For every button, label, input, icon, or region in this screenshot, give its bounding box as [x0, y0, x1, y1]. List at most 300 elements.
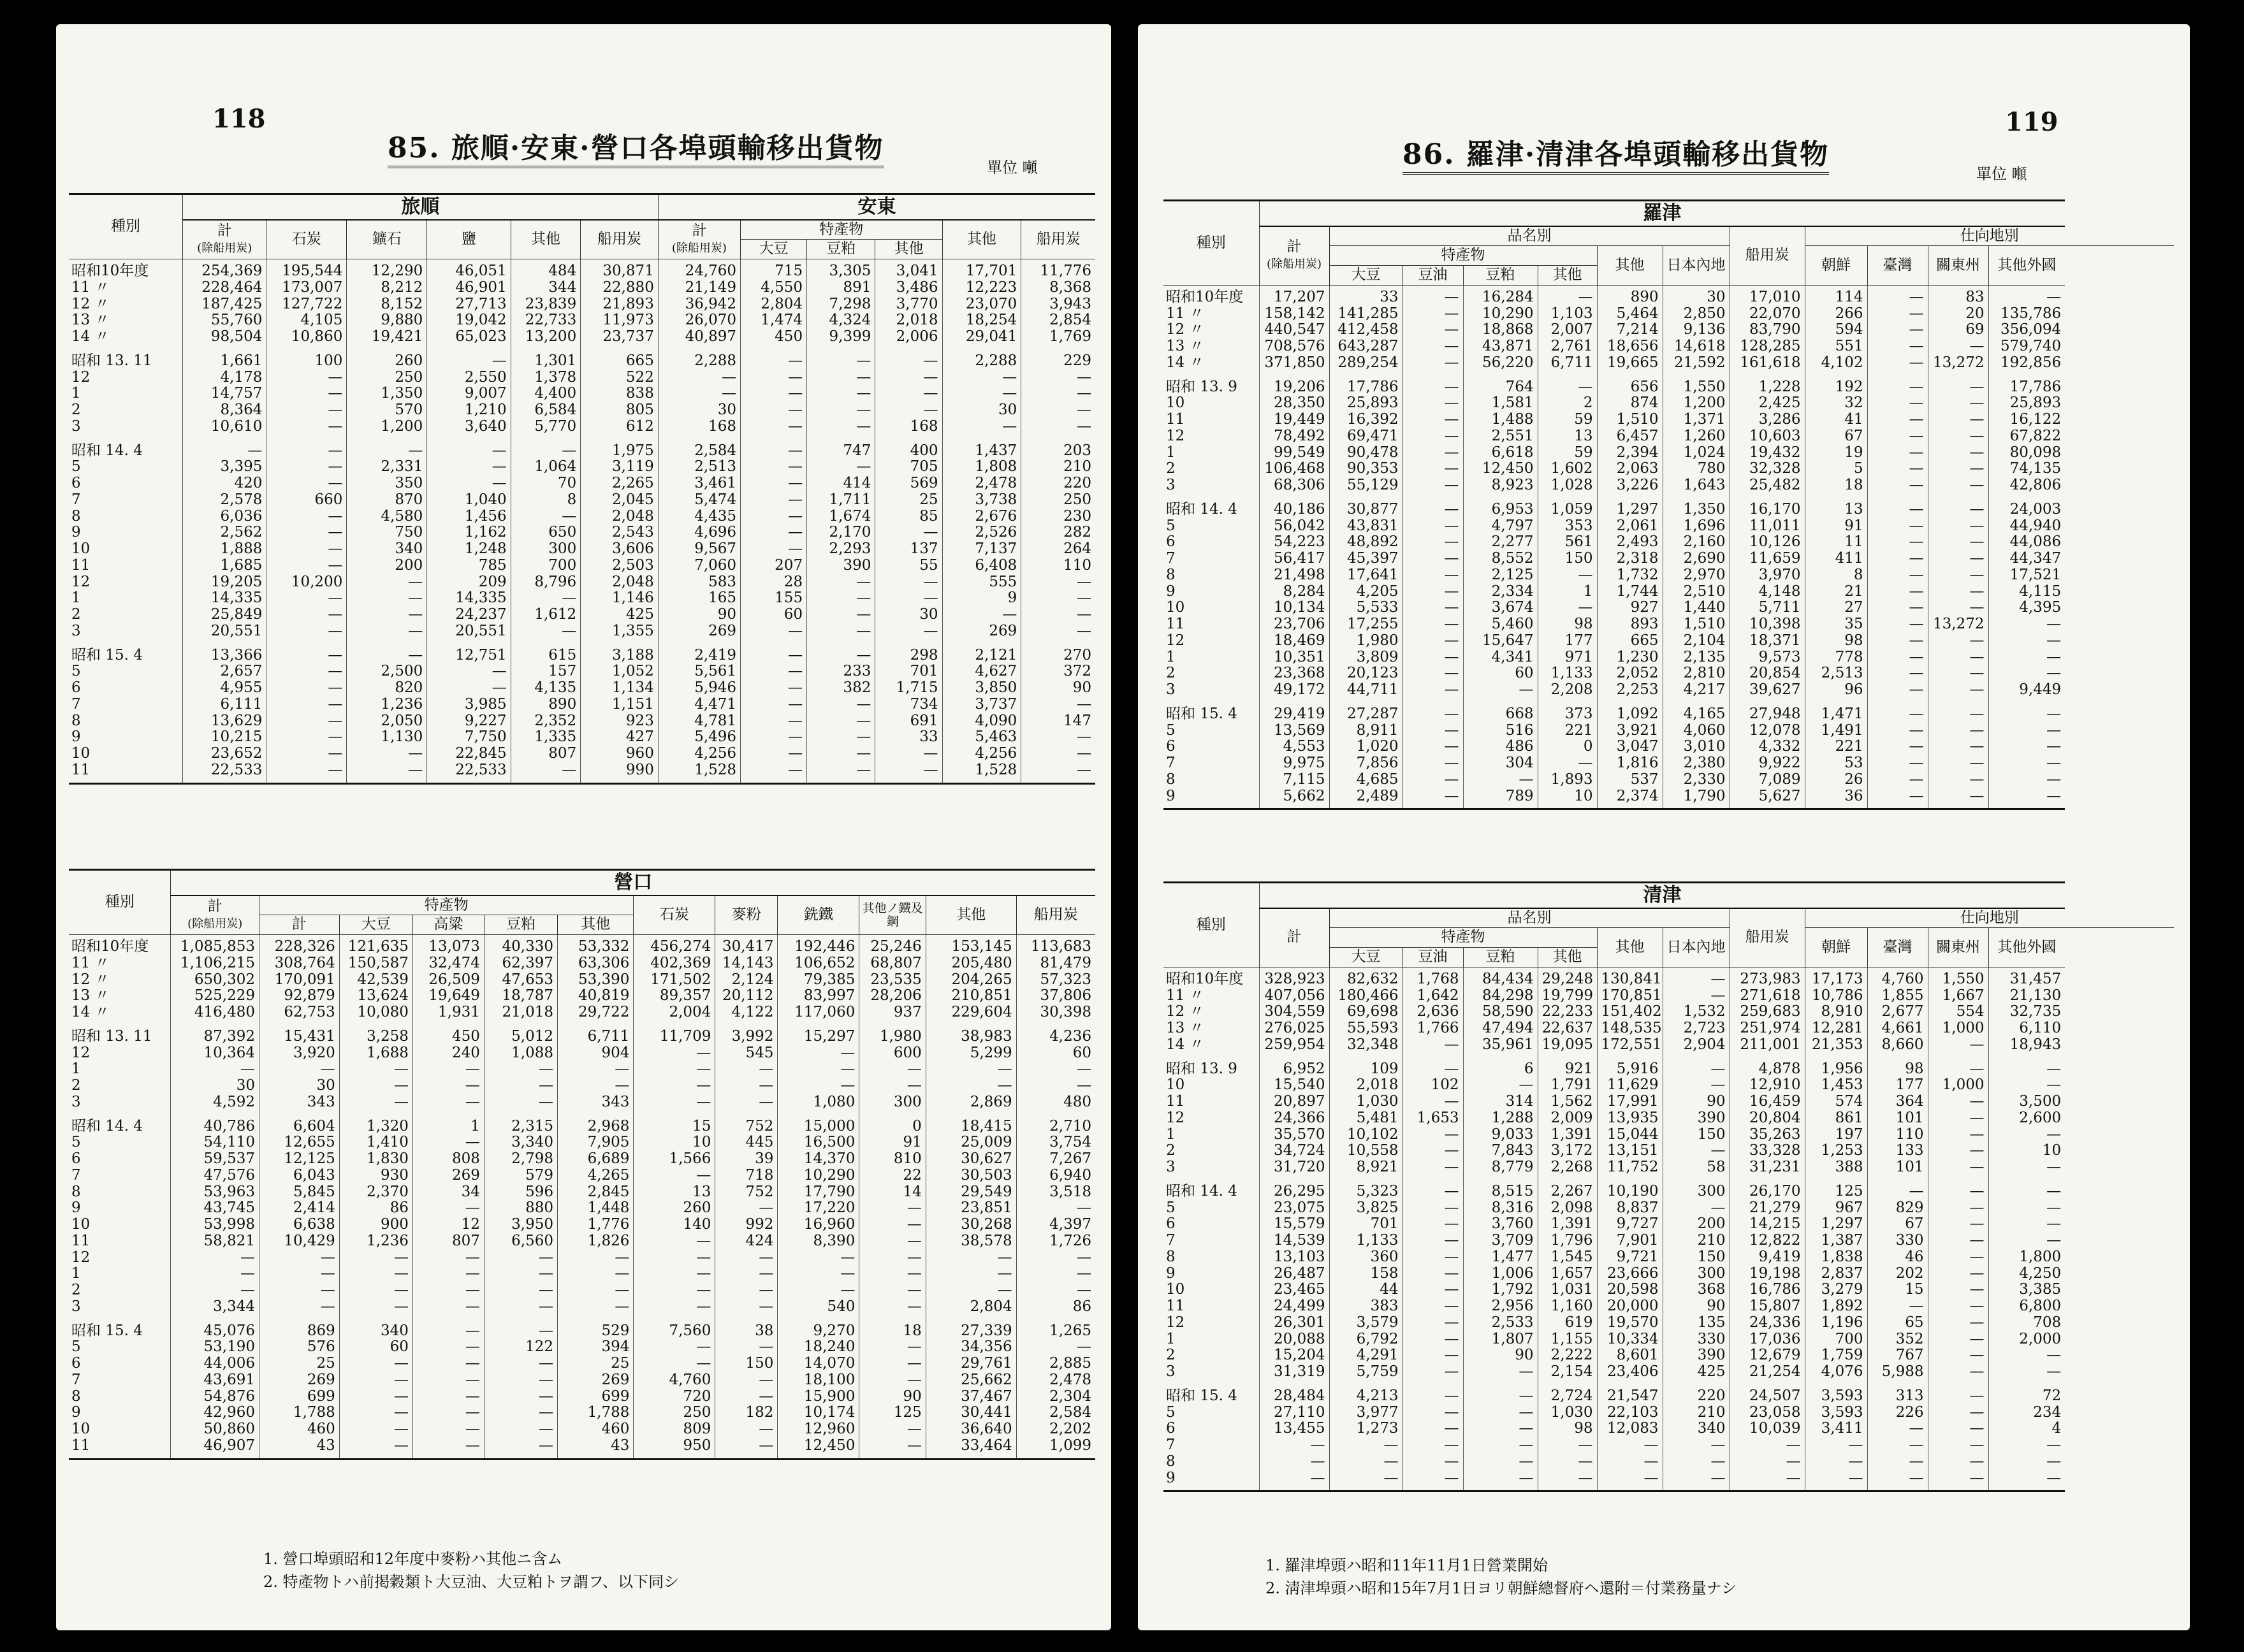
- row-label: 6: [1166, 1421, 1176, 1437]
- table-cell: 3,760: [1463, 1216, 1538, 1233]
- table-cell: 202: [1867, 1266, 1928, 1282]
- table-cell: 5,946: [658, 680, 740, 697]
- table-cell: 2,968: [558, 1111, 634, 1135]
- table-cell: —: [484, 1389, 557, 1405]
- footnote: 2. 淸津埠頭ハ昭和15年7月1日ヨリ朝鮮總督府ヘ還附＝付業務量ナシ: [1265, 1579, 1737, 1597]
- table-cell: 43: [259, 1438, 340, 1459]
- table-cell: —: [807, 746, 875, 762]
- table-cell: 50,860: [171, 1421, 259, 1438]
- table-cell: 23,535: [859, 972, 926, 989]
- table-cell: —: [942, 607, 1021, 623]
- table-cell: 4,178: [183, 370, 266, 386]
- table-row: [69, 1168, 1095, 1184]
- table-cell: —: [875, 345, 942, 370]
- table-cell: 9,419: [1730, 1249, 1805, 1266]
- table-cell: 2,208: [1538, 682, 1597, 699]
- table-cell: 3,593: [1805, 1380, 1867, 1405]
- table-cell: —: [1867, 600, 1928, 616]
- table-cell: —: [1329, 1470, 1402, 1491]
- table-cell: 300: [859, 1094, 926, 1111]
- table-cell: —: [412, 1078, 484, 1094]
- table-cell: 67: [1867, 1216, 1928, 1233]
- table-cell: —: [1402, 355, 1463, 372]
- table-row: [69, 1217, 1095, 1233]
- row-label: 8: [71, 713, 81, 729]
- table-cell: 12,450: [778, 1438, 859, 1459]
- table-cell: 69: [1928, 322, 1988, 338]
- column-header: 豆粕: [484, 915, 557, 935]
- table-row: [1163, 788, 2174, 809]
- table-cell: —: [807, 729, 875, 746]
- table-cell: —: [1867, 1421, 1928, 1437]
- table-cell: 67,822: [1988, 428, 2065, 445]
- table-cell: 17,036: [1730, 1331, 1805, 1348]
- table-cell: 2,330: [1663, 772, 1730, 788]
- table-cell: 12: [412, 1217, 484, 1233]
- table-cell: —: [658, 386, 740, 402]
- table-cell: 4,122: [715, 1004, 778, 1021]
- table-cell: 65,023: [427, 329, 511, 345]
- table-cell: 5,299: [926, 1045, 1016, 1062]
- table-cell: —: [741, 419, 807, 435]
- table-cell: —: [1402, 428, 1463, 445]
- table-cell: 10,398: [1730, 616, 1805, 633]
- table-cell: —: [1402, 682, 1463, 699]
- row-label: 昭和10年度: [1166, 288, 1244, 305]
- table-cell: 128,285: [1730, 338, 1805, 355]
- table-cell: —: [266, 697, 347, 713]
- table-cell: 4,797: [1463, 518, 1538, 535]
- table-cell: 26,295: [1259, 1176, 1329, 1200]
- table-cell: —: [339, 1372, 412, 1389]
- table-row: [69, 713, 1095, 730]
- table-cell: 5: [1805, 461, 1867, 477]
- table-row: [69, 988, 1095, 1004]
- table-cell: 23,075: [1259, 1200, 1329, 1217]
- table-row: [69, 345, 1095, 370]
- table-cell: —: [1538, 600, 1597, 616]
- table-row: [69, 558, 1095, 574]
- table-row: [1163, 1020, 2174, 1037]
- table-cell: 2,045: [581, 492, 659, 509]
- table-row: [1163, 600, 2174, 616]
- table-row: [1163, 699, 2174, 723]
- table-cell: 1,350: [1663, 494, 1730, 518]
- table-cell: 650: [511, 525, 581, 541]
- table-cell: 700: [511, 558, 581, 574]
- table-cell: 60: [339, 1339, 412, 1356]
- table-cell: —: [859, 1250, 926, 1266]
- table-cell: 18,240: [778, 1339, 859, 1356]
- table-cell: —: [1463, 682, 1538, 699]
- table-cell: 1,028: [1538, 477, 1597, 494]
- table-cell: 60: [1463, 665, 1538, 682]
- table-row: [69, 1094, 1095, 1111]
- table-cell: —: [634, 1299, 715, 1315]
- table-cell: 930: [339, 1168, 412, 1184]
- table-cell: —: [266, 435, 347, 460]
- table-cell: —: [1928, 788, 1988, 809]
- row-label: 6: [71, 475, 81, 492]
- table-cell: 5,533: [1329, 600, 1402, 616]
- table-cell: —: [259, 1266, 340, 1282]
- row-label: 14 〃: [1166, 354, 1204, 371]
- table-cell: —: [427, 345, 511, 370]
- table-cell: 11,011: [1730, 518, 1805, 535]
- table-cell: —: [1988, 1127, 2065, 1143]
- table-cell: 98: [1867, 1054, 1928, 1078]
- row-label: 2: [71, 607, 81, 623]
- table-cell: 767: [1867, 1347, 1928, 1364]
- table-cell: 701: [1329, 1216, 1402, 1233]
- table-cell: 91: [859, 1134, 926, 1151]
- table-cell: 35,263: [1730, 1127, 1805, 1143]
- column-header-text: 計: [207, 898, 222, 915]
- column-header: 其他: [511, 220, 581, 259]
- table-cell: 4,148: [1730, 584, 1805, 600]
- table-cell: 15,807: [1730, 1298, 1805, 1315]
- table-cell: 1,888: [183, 541, 266, 558]
- table-cell: —: [807, 402, 875, 419]
- table-cell: 1,956: [1805, 1054, 1867, 1078]
- table-cell: —: [484, 1282, 557, 1299]
- table-cell: 38,578: [926, 1233, 1016, 1250]
- column-header: 種別: [69, 870, 171, 935]
- column-header: 朝鮮: [1805, 246, 1867, 286]
- table-cell: —: [1730, 1470, 1805, 1491]
- table-cell: —: [715, 1094, 778, 1111]
- table-cell: 210: [1663, 1405, 1730, 1421]
- table-cell: —: [266, 762, 347, 783]
- table-cell: 47,576: [171, 1168, 259, 1184]
- table-cell: 22,845: [427, 746, 511, 762]
- table-cell: 44: [1329, 1282, 1402, 1298]
- table-cell: —: [741, 370, 807, 386]
- table-cell: 40,819: [558, 988, 634, 1004]
- table-cell: 874: [1597, 395, 1663, 412]
- table-cell: 2,170: [807, 525, 875, 541]
- table-row: [69, 1151, 1095, 1168]
- table-cell: 40,786: [171, 1111, 259, 1135]
- table-cell: 1,210: [427, 402, 511, 419]
- table-cell: 15,297: [778, 1021, 859, 1045]
- table-cell: 17,220: [778, 1200, 859, 1217]
- row-label: 1: [1166, 1331, 1176, 1347]
- table-cell: 1,931: [412, 1004, 484, 1021]
- table-cell: —: [926, 1266, 1016, 1282]
- table-cell: 4,627: [942, 663, 1021, 680]
- table-cell: —: [412, 1339, 484, 1356]
- table-cell: 5,481: [1329, 1110, 1402, 1127]
- table-cell: 54,110: [171, 1134, 259, 1151]
- table-cell: 2,009: [1538, 1110, 1597, 1127]
- table-cell: 13,272: [1928, 616, 1988, 633]
- table-cell: —: [484, 1421, 557, 1438]
- column-header: 種別: [69, 194, 183, 259]
- table-cell: 9,975: [1259, 755, 1329, 772]
- table-cell: 106,468: [1259, 461, 1329, 477]
- table-cell: 16,459: [1730, 1094, 1805, 1110]
- row-label: 13 〃: [1166, 338, 1204, 355]
- table-cell: 1,230: [1597, 649, 1663, 666]
- table-cell: 10,200: [266, 574, 347, 591]
- table-cell: 9,727: [1597, 1216, 1663, 1233]
- table-cell: 8,660: [1867, 1037, 1928, 1054]
- table-cell: —: [741, 713, 807, 730]
- table-row: [69, 312, 1095, 329]
- table-cell: 29,419: [1259, 699, 1329, 723]
- table-cell: —: [484, 1061, 557, 1078]
- table-cell: 8,921: [1329, 1159, 1402, 1176]
- table-cell: 665: [581, 345, 659, 370]
- table-cell: 17,701: [942, 259, 1021, 280]
- table-cell: 390: [1663, 1347, 1730, 1364]
- column-header: 豆粕: [1463, 948, 1538, 967]
- table-cell: —: [1463, 1437, 1538, 1454]
- table-cell: 150: [715, 1356, 778, 1372]
- table-cell: —: [1805, 1454, 1867, 1470]
- table-row: [1163, 723, 2174, 739]
- row-label: 11 〃: [1166, 987, 1204, 1004]
- table-cell: 53,998: [171, 1217, 259, 1233]
- table-cell: 197: [1805, 1127, 1867, 1143]
- table-cell: 445: [715, 1134, 778, 1151]
- table-cell: 14,143: [715, 955, 778, 972]
- table-cell: 2,584: [658, 435, 740, 460]
- table-cell: 32,474: [412, 955, 484, 972]
- table-cell: —: [1867, 699, 1928, 723]
- table-cell: 3,850: [942, 680, 1021, 697]
- table-cell: 7,901: [1597, 1233, 1663, 1249]
- table-row: [1163, 1421, 2174, 1437]
- table-cell: 30,877: [1329, 494, 1402, 518]
- table-cell: 2,380: [1663, 755, 1730, 772]
- table-cell: 1,030: [1329, 1094, 1402, 1110]
- table-cell: —: [859, 1078, 926, 1094]
- table-row: [1163, 372, 2174, 396]
- row-label: 13 〃: [71, 988, 110, 1004]
- table-cell: 49,172: [1259, 682, 1329, 699]
- table-cell: 1,085,853: [171, 935, 259, 955]
- table-cell: 2,293: [807, 541, 875, 558]
- table-cell: —: [1016, 1282, 1095, 1299]
- table-cell: 18: [1805, 477, 1867, 494]
- table-cell: 583: [658, 574, 740, 591]
- table-cell: —: [427, 435, 511, 460]
- table-cell: 19,421: [347, 329, 427, 345]
- table-cell: 2,370: [339, 1184, 412, 1201]
- table-cell: 15,000: [778, 1111, 859, 1135]
- table-cell: 26: [1805, 772, 1867, 788]
- column-header: 其他ノ鐵及鋼: [859, 895, 926, 935]
- table-cell: —: [778, 1282, 859, 1299]
- table-cell: 21,893: [581, 296, 659, 313]
- port-header-anto: 安東: [658, 194, 1095, 220]
- table-cell: —: [1402, 1094, 1463, 1110]
- table-row: [69, 972, 1095, 989]
- table-cell: —: [807, 762, 875, 783]
- table-cell: 3,825: [1329, 1200, 1402, 1217]
- table-cell: —: [1988, 1233, 2065, 1249]
- table-cell: —: [1867, 534, 1928, 551]
- table-cell: 24,507: [1730, 1380, 1805, 1405]
- table-cell: 85: [875, 509, 942, 525]
- table-cell: 60: [741, 607, 807, 623]
- table-cell: 440,547: [1259, 322, 1329, 338]
- table-cell: —: [1867, 322, 1928, 338]
- table-cell: 407,056: [1259, 988, 1329, 1004]
- table-cell: 6,792: [1329, 1331, 1402, 1348]
- table-cell: —: [1928, 723, 1988, 739]
- table-cell: 371,850: [1259, 355, 1329, 372]
- table-cell: 4,256: [658, 746, 740, 762]
- table-cell: 15: [634, 1111, 715, 1135]
- table-cell: 2,854: [1021, 312, 1095, 329]
- table-cell: —: [484, 1405, 557, 1421]
- table-cell: —: [859, 1217, 926, 1233]
- table-cell: 1,980: [859, 1021, 926, 1045]
- table-cell: —: [634, 1339, 715, 1356]
- table-cell: 13,569: [1259, 723, 1329, 739]
- column-header: 計: [1259, 908, 1329, 967]
- table-cell: —: [1597, 1437, 1663, 1454]
- table-cell: 3,606: [581, 541, 659, 558]
- row-label: 昭和10年度: [71, 938, 149, 955]
- table-cell: 23,406: [1597, 1364, 1663, 1380]
- table-row: [1163, 1405, 2174, 1421]
- table-row: [69, 1339, 1095, 1356]
- table-cell: —: [1867, 494, 1928, 518]
- table-cell: 3,486: [875, 280, 942, 296]
- table-cell: 4,878: [1730, 1054, 1805, 1078]
- table-cell: 90,353: [1329, 461, 1402, 477]
- table-cell: 3,950: [484, 1217, 557, 1233]
- table-cell: 554: [1928, 1004, 1988, 1020]
- table-cell: 150: [1538, 551, 1597, 567]
- table-cell: 8,552: [1463, 551, 1538, 567]
- column-header: 鑛石: [347, 220, 427, 259]
- table-cell: —: [1928, 1176, 1988, 1200]
- table-cell: —: [1988, 1200, 2065, 1217]
- table-cell: 1,410: [339, 1134, 412, 1151]
- table-cell: 4,760: [634, 1372, 715, 1389]
- table-cell: 20,804: [1730, 1110, 1805, 1127]
- table-cell: —: [1867, 1454, 1928, 1470]
- table-cell: —: [1928, 1110, 1988, 1127]
- table-cell: 19,198: [1730, 1266, 1805, 1282]
- table-cell: 177: [1538, 633, 1597, 649]
- table-cell: 11,752: [1597, 1159, 1663, 1176]
- table-row: [69, 435, 1095, 460]
- table-cell: —: [1021, 729, 1095, 746]
- table-cell: 46,901: [427, 280, 511, 296]
- table-cell: —: [1402, 616, 1463, 633]
- table-cell: 1,528: [942, 762, 1021, 783]
- table-cell: 44,006: [171, 1356, 259, 1372]
- table-cell: 3,385: [1988, 1282, 2065, 1298]
- table-cell: —: [412, 1315, 484, 1340]
- row-label: 昭和 13. 11: [71, 1027, 152, 1045]
- table-cell: —: [1402, 285, 1463, 305]
- table-cell: 228,326: [259, 935, 340, 955]
- table-cell: —: [412, 1372, 484, 1389]
- table-cell: —: [1867, 616, 1928, 633]
- table-row: [69, 280, 1095, 296]
- table-row: [69, 955, 1095, 972]
- row-label: 11 〃: [71, 279, 110, 296]
- table-cell: 529: [558, 1315, 634, 1340]
- table-cell: 1,378: [511, 370, 581, 386]
- table-cell: 6,457: [1597, 428, 1663, 445]
- table-cell: 388: [1805, 1159, 1867, 1176]
- column-header: 豆粕: [1463, 266, 1538, 286]
- table-cell: 18: [859, 1315, 926, 1340]
- table-cell: —: [634, 1282, 715, 1299]
- table-cell: 25,893: [1329, 395, 1402, 412]
- table-cell: —: [266, 386, 347, 402]
- table-cell: —: [715, 1339, 778, 1356]
- table-cell: 1,788: [558, 1405, 634, 1421]
- table-cell: —: [807, 640, 875, 664]
- table-cell: —: [1329, 1437, 1402, 1454]
- table-cell: 350: [347, 475, 427, 492]
- table-cell: —: [1928, 600, 1988, 616]
- table-cell: 2,425: [1730, 395, 1805, 412]
- column-header: 其他: [926, 895, 1016, 935]
- table-cell: 2,493: [1597, 534, 1663, 551]
- table-cell: 13,624: [339, 988, 412, 1004]
- table-row: [1163, 1298, 2174, 1315]
- table-cell: —: [1329, 1454, 1402, 1470]
- table-cell: 2,124: [715, 972, 778, 989]
- table-cell: —: [715, 1200, 778, 1217]
- table-cell: 20,551: [183, 623, 266, 640]
- table-cell: —: [266, 402, 347, 419]
- table-cell: 30,417: [715, 935, 778, 955]
- table-cell: 5,845: [259, 1184, 340, 1201]
- table-cell: 1,790: [1663, 788, 1730, 809]
- table-cell: 330: [1867, 1233, 1928, 1249]
- table-cell: 24,366: [1259, 1110, 1329, 1127]
- column-header: 種別: [1163, 883, 1259, 967]
- column-header-sub: (除船用炭): [187, 917, 243, 931]
- table-cell: 19,665: [1597, 355, 1663, 372]
- table-cell: 3,709: [1463, 1233, 1538, 1249]
- table-cell: 4,341: [1463, 649, 1538, 666]
- table-cell: —: [1867, 338, 1928, 355]
- table-cell: 764: [1463, 372, 1538, 396]
- table-cell: 372: [1021, 663, 1095, 680]
- table-cell: 2,268: [1538, 1159, 1597, 1176]
- table-cell: —: [1402, 1380, 1463, 1405]
- table-cell: —: [859, 1421, 926, 1438]
- table-cell: 19,432: [1730, 445, 1805, 461]
- table-cell: 24,237: [427, 607, 511, 623]
- table-cell: 3,226: [1597, 477, 1663, 494]
- table-row: [69, 509, 1095, 525]
- table-cell: 12,223: [942, 280, 1021, 296]
- table-cell: 36,942: [658, 296, 740, 313]
- table-cell: —: [1928, 461, 1988, 477]
- table-row: [69, 640, 1095, 664]
- table-row: [1163, 1094, 2174, 1110]
- table-cell: —: [926, 1061, 1016, 1078]
- page-number: 118: [212, 104, 266, 134]
- table-cell: 65: [1867, 1315, 1928, 1331]
- table-cell: —: [1928, 1347, 1988, 1364]
- table-cell: 300: [511, 541, 581, 558]
- table-cell: 40,897: [658, 329, 740, 345]
